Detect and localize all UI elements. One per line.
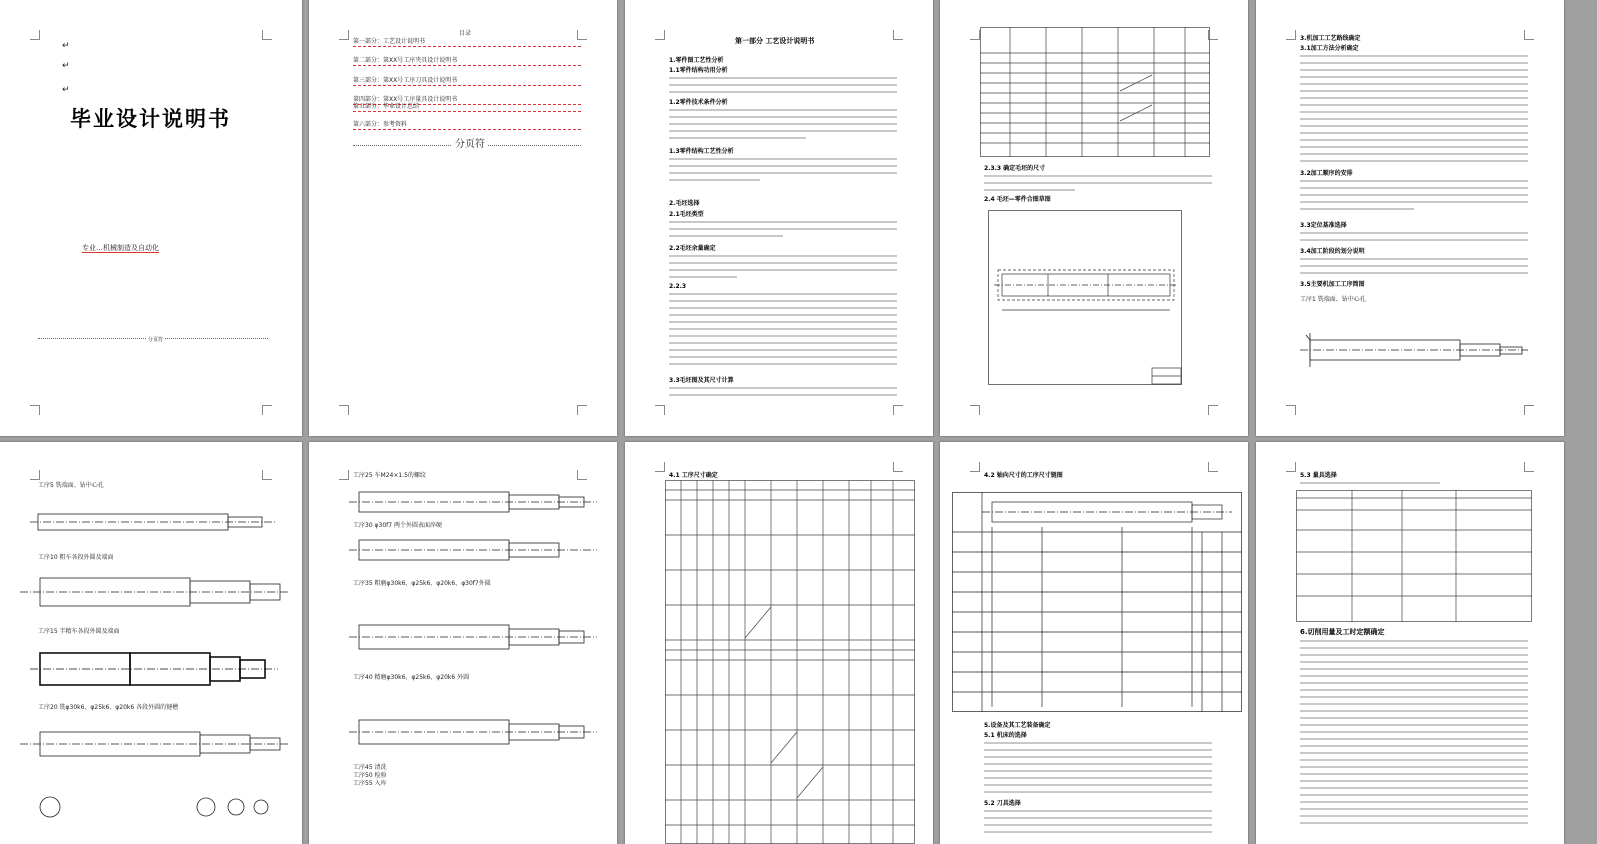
section-heading: 3.1加工方法分析确定 [1300,45,1359,52]
cover-title: 毕业设计说明书 [70,107,231,131]
toc-entry[interactable]: 第二部分：第XX号工序夹具设计说明书 [353,57,581,66]
toc-entry[interactable]: 第三部分：第XX号工序刀具设计说明书 [353,77,581,86]
process-dimension-table [665,480,915,844]
crop-mark [339,405,349,415]
crop-mark [970,30,980,40]
process-caption: 工序20 铣φ30k6、φ25k6、φ20k6 各段外圆的键槽 [38,704,179,711]
crop-mark [30,470,40,480]
process-caption: 工序30 φ30f7 两个外圆表面淬硬 [353,522,442,529]
page-blank-table[interactable] [940,0,1248,436]
section-heading: 3.4加工阶段的划分说明 [1300,248,1365,255]
dimension-chain-diagram [952,492,1242,712]
toc-page-break: 分页符 [452,139,488,151]
crop-mark [262,470,272,480]
page-dim-table[interactable] [625,442,933,844]
process-caption: 工序15 半精车各段外圆及端面 [38,628,120,635]
crop-mark [893,405,903,415]
crop-mark [1524,462,1534,472]
section-heading: 4.2 轴向尺寸的工序尺寸链图 [984,472,1063,479]
page-process-2[interactable] [309,442,617,844]
section-heading: 2.3.3 确定毛坯的尺寸 [984,165,1046,172]
crop-mark [1524,405,1534,415]
paragraph [669,293,897,370]
process-caption: 工序25 车M24×1.5的螺纹 [353,472,426,479]
crop-mark [970,405,980,415]
toc-entry[interactable]: 第四部分：第XX号工序量具设计说明书 [353,96,581,105]
crop-mark [262,30,272,40]
section-heading: 2.2毛坯余量确定 [669,245,716,252]
section-heading: 2.1毛坯类型 [669,211,704,218]
crop-mark [655,405,665,415]
crop-mark [1286,462,1296,472]
process-caption: 工序40 精磨φ30k6、φ25k6、φ20k6 外圆 [353,674,470,681]
section-heading: 1.3零件结构工艺性分析 [669,148,734,155]
section-heading: 1.零件图工艺性分析 [669,57,724,64]
page-cover[interactable] [0,0,302,436]
page-route[interactable] [1256,0,1564,436]
crop-mark [1286,405,1296,415]
crop-mark [893,462,903,472]
section-views [36,792,276,822]
process-sketch [349,530,599,570]
page-process-1[interactable] [0,442,302,844]
crop-mark [339,30,349,40]
crop-mark [1208,462,1218,472]
section-heading: 5.2 刀具选择 [984,800,1021,807]
page-toc[interactable] [309,0,617,436]
process-sketch [20,720,290,770]
process-sketch [349,617,599,657]
paragraph [1300,232,1528,246]
paragraph [669,158,897,186]
page-chain[interactable] [940,442,1248,844]
section-heading: 1.1零件结构功用分析 [669,67,728,74]
page-part1[interactable] [625,0,933,436]
section-heading: 3.5主要机加工工序简图 [1300,281,1365,288]
section-heading: 5.设备及其工艺装备确定 [984,722,1051,729]
cover-major: 专业…机械制造及自动化 [82,244,159,252]
measuring-tool-table [1296,490,1532,622]
crop-mark [1524,30,1534,40]
process-caption: 工序35 粗磨φ30k6、φ25k6、φ20k6、φ30f7外圆 [353,580,491,587]
enter-mark: ↵ [62,41,70,51]
paragraph [1300,55,1528,167]
paragraph [1300,640,1528,829]
paragraph [669,255,897,283]
section-heading: 3.3定位基准选择 [1300,222,1347,229]
crop-mark [577,470,587,480]
section-heading: 5.1 机床的选择 [984,732,1027,739]
section-heading: 3.机加工工艺路线确定 [1300,35,1361,42]
paragraph [1300,180,1528,215]
crop-mark [655,462,665,472]
paragraph [1300,482,1440,489]
section-heading: 2.4 毛坯—零件合图草图 [984,196,1051,203]
toc-heading: 目录 [459,30,472,37]
part1-title: 第一部分 工艺设计说明书 [735,37,815,45]
allowance-table [980,27,1210,157]
section-heading: 4.1 工序尺寸确定 [669,472,718,479]
toc-entry[interactable]: 第六部分：参考资料 [353,121,581,130]
paragraph [669,221,897,242]
paragraph [669,109,897,144]
section-heading: 6.切削用量及工时定额确定 [1300,628,1385,636]
enter-mark: ↵ [62,85,70,95]
process-sketch [349,712,599,752]
section-heading: 1.2零件技术条件分析 [669,99,728,106]
paragraph [669,77,897,98]
crop-mark [30,30,40,40]
process-caption: 工序5 铣端面、钻中心孔 [38,482,104,489]
process-sketch [30,502,280,542]
section-heading: 3.3毛坯图及其尺寸计算 [669,377,734,384]
section-heading: 5.3 量具选择 [1300,472,1337,479]
process-caption: 工序10 粗车各段外圆及端面 [38,554,114,561]
blank-part-drawing [988,210,1182,385]
page-tools[interactable] [1256,442,1564,844]
paragraph [984,810,1212,838]
crop-mark [577,405,587,415]
shaft-drawing [1300,325,1530,375]
paragraph [984,175,1212,196]
crop-mark [970,462,980,472]
crop-mark [1208,405,1218,415]
paragraph [669,387,897,401]
process-caption: 工序50 检验 [353,772,387,779]
enter-mark: ↵ [62,61,70,71]
process-sketch [349,482,599,522]
section-heading: 2.2.3 [669,283,687,290]
crop-mark [30,405,40,415]
paragraph [1300,258,1528,279]
section-heading: 3.2加工顺序的安排 [1300,170,1353,177]
toc-entry[interactable]: 第一部分：工艺设计说明书 [353,38,581,47]
process-sketch [30,647,280,692]
process-sketch [20,570,290,615]
crop-mark [339,470,349,480]
toc-entry[interactable]: 第五部分：毕业设计总结 [353,103,581,112]
cover-page-break-label: 分页符 [148,337,164,343]
paragraph [984,742,1212,798]
section-heading: 2.毛坯选择 [669,200,700,207]
process-caption: 工序55 入库 [353,780,387,787]
process-caption: 工序45 清洗 [353,764,387,771]
crop-mark [655,30,665,40]
crop-mark [893,30,903,40]
crop-mark [1286,30,1296,40]
process-caption: 工序1 铣端面、钻中心孔 [1300,296,1366,303]
crop-mark [262,405,272,415]
